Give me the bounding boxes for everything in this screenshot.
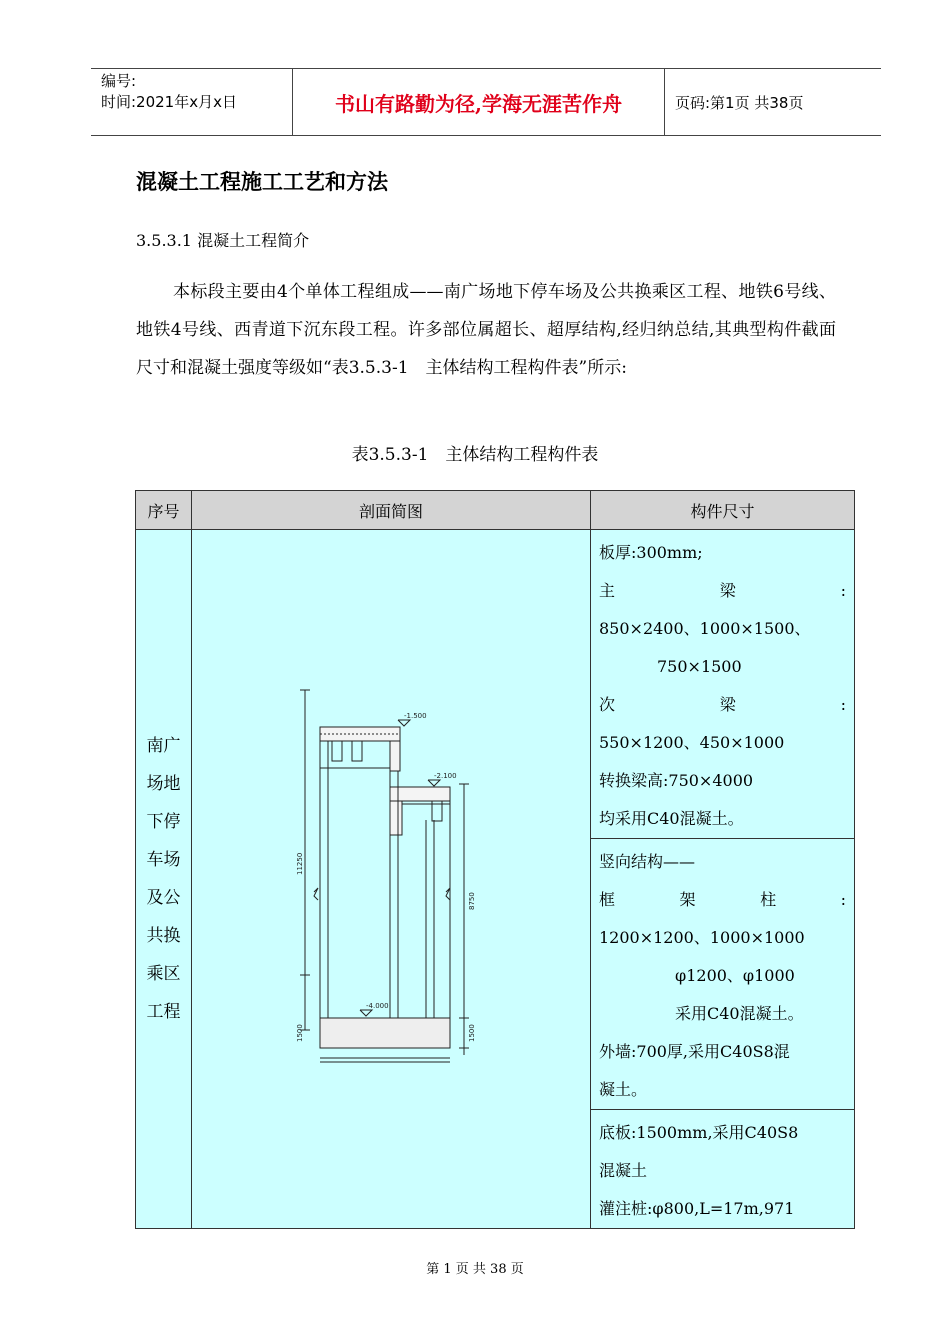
- dims-word: 主: [599, 581, 616, 600]
- level-top-label: -1.500: [404, 712, 427, 720]
- dims-line: 550×1200、450×1000: [599, 733, 785, 752]
- dims-line: 外墙:700厚,采用C40S8混: [599, 1042, 790, 1061]
- table-header-row: [136, 491, 855, 530]
- dims-line: 板厚:300mm;: [599, 543, 703, 562]
- dims-word: 梁: [719, 581, 736, 600]
- left-height-label: 11250: [296, 852, 304, 875]
- right-base-label: 1500: [468, 1024, 476, 1042]
- dims-word: :: [840, 581, 846, 600]
- dims-line: 凝土。: [599, 1080, 648, 1099]
- table-row: [136, 530, 855, 839]
- left-base-label: 1500: [296, 1024, 304, 1042]
- dims-block-vertical: [591, 839, 855, 1110]
- dims-line: [599, 881, 846, 919]
- component-table: [135, 490, 855, 1229]
- dims-word: 框: [599, 890, 616, 909]
- header-drawing: 剖面简图: [192, 491, 591, 530]
- dims-line: [599, 572, 846, 610]
- time-label: 时间:2021年x月x日: [101, 93, 237, 111]
- intro-paragraph: 本标段主要由4个单体工程组成——南广场地下停车场及公共换乘区工程、地铁6号线、地铁4号线、西青道下沉东段工程。许多部位属超长、超厚结构,经归纳总结,其典型构件截面尺寸和混凝土强度等级如“表3.5.3-1 主体结构工程构件表”所示:: [136, 282, 836, 378]
- dims-block-base: [591, 1110, 855, 1229]
- dims-word: 次: [599, 695, 616, 714]
- level-mid-label: -2.100: [434, 772, 457, 780]
- number-label: 编号:: [101, 72, 137, 90]
- right-height-label: 8750: [468, 892, 476, 910]
- page-header: [91, 68, 881, 136]
- dims-line: 底板:1500mm,采用C40S8: [599, 1123, 799, 1142]
- page-footer: 第 1 页 共 38 页: [426, 1262, 524, 1277]
- table-caption: 表3.5.3-1 主体结构工程构件表: [351, 445, 599, 465]
- header-page-info: 页码:第1页 共38页: [675, 93, 804, 112]
- dims-line: 竖向结构——: [599, 852, 696, 871]
- dims-line: [599, 686, 846, 724]
- section-heading: 3.5.3.1 混凝土工程简介: [136, 231, 310, 250]
- header-meta: [91, 69, 293, 135]
- dims-line: 850×2400、1000×1500、: [599, 619, 811, 638]
- level-bottom-label: -4.000: [366, 1002, 389, 1010]
- dims-line: 混凝土: [599, 1161, 648, 1180]
- header-dims: 构件尺寸: [591, 491, 855, 530]
- dims-line: 750×1500: [657, 657, 742, 676]
- dims-line: 灌注桩:φ800,L=17m,971: [599, 1199, 795, 1218]
- seq-cell: [136, 530, 192, 1229]
- dims-line: 采用C40混凝土。: [675, 1004, 804, 1023]
- document-title: 混凝土工程施工工艺和方法: [136, 170, 388, 194]
- section-drawing: [192, 530, 590, 1218]
- dims-line: 均采用C40混凝土。: [599, 809, 744, 828]
- dims-block-slab-beams: [591, 530, 855, 839]
- dims-word: :: [840, 890, 846, 909]
- dims-word: :: [840, 695, 846, 714]
- dims-word: 架: [679, 890, 696, 909]
- dims-line: φ1200、φ1000: [675, 966, 795, 985]
- dims-word: 梁: [719, 695, 736, 714]
- header-motto: 书山有路勤为径,学海无涯苦作舟: [293, 69, 665, 135]
- dims-word: 柱: [760, 890, 777, 909]
- dims-line: 转换梁高:750×4000: [599, 771, 754, 790]
- seq-text: 南广场地下停车场及公共换乘区工程: [146, 736, 181, 1022]
- drawing-cell: [192, 530, 591, 1229]
- header-seq: 序号: [136, 491, 192, 530]
- dims-line: 1200×1200、1000×1000: [599, 928, 805, 947]
